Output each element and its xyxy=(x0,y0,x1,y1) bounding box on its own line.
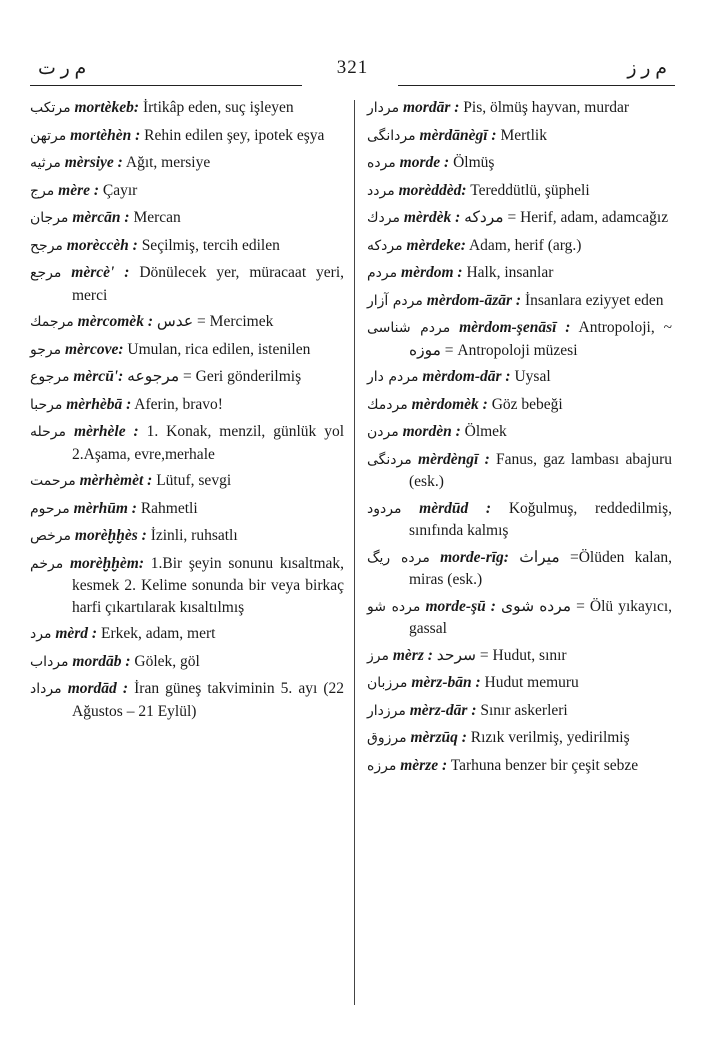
entry-definition: مرجوعه = Geri gönderilmiş xyxy=(127,368,302,385)
dictionary-entry xyxy=(30,623,344,646)
entry-headword: mèrdomèk : xyxy=(411,395,488,413)
entry-definition: Sınır askerleri xyxy=(480,701,568,719)
entry-headword: mèrdūd : xyxy=(419,499,492,517)
dictionary-entry xyxy=(367,317,672,361)
dictionary-entry xyxy=(367,596,672,640)
entry-headword: mordèn : xyxy=(402,423,461,440)
entry-arabic: مرده شو xyxy=(367,598,421,615)
entry-definition: Pis, ölmüş hayvan, murdar xyxy=(463,99,630,116)
entry-definition: Dönülecek yer, müracaat yeri, merci xyxy=(72,264,345,304)
entry-headword: mèrhèbā : xyxy=(66,395,132,413)
dictionary-entry xyxy=(367,645,672,668)
entry-arabic: مرتهن xyxy=(30,127,67,144)
entry-arabic: مرخص xyxy=(30,528,72,544)
entry-headword: mèrdānègī : xyxy=(419,126,497,144)
entry-definition: İzinli, ruhsatlı xyxy=(150,527,238,544)
entry-arabic: مرجو xyxy=(30,341,62,358)
entry-definition: Aferin, bravo! xyxy=(134,395,223,413)
entry-definition: ميراث =Ölüden kalan, miras (esk.) xyxy=(409,548,673,588)
dictionary-entry xyxy=(30,525,344,548)
dictionary-entry xyxy=(367,498,672,542)
entry-definition: Uysal xyxy=(514,368,551,385)
entry-definition: Umulan, rica edilen, istenilen xyxy=(127,340,311,358)
entry-headword: mèrdom-dār : xyxy=(422,368,511,385)
entry-headword: mortèkeb: xyxy=(74,99,140,116)
entry-headword: mèrhūm : xyxy=(73,499,137,517)
page-header xyxy=(30,55,675,89)
dictionary-entry xyxy=(367,207,672,230)
entry-arabic: مردود xyxy=(367,500,402,517)
entry-arabic: مرد xyxy=(30,626,52,642)
entry-arabic: مردن xyxy=(367,424,399,440)
entry-arabic: مرداد xyxy=(30,681,62,697)
entry-definition: Ağıt, mersiye xyxy=(125,154,211,171)
entry-arabic: مرزدار xyxy=(367,702,406,719)
entry-headword: morèccèh : xyxy=(66,236,138,254)
entry-headword: mèrz : xyxy=(392,646,433,664)
dictionary-entry xyxy=(30,651,344,674)
entry-headword: mèrdèngī : xyxy=(418,450,490,468)
dictionary-entry xyxy=(30,262,344,306)
entry-definition: Ölmüş xyxy=(453,154,495,171)
entry-arabic: مرز xyxy=(367,647,389,664)
entry-arabic: مرحوم xyxy=(30,500,70,517)
entry-headword: mordāb : xyxy=(72,652,131,670)
dictionary-entry xyxy=(367,180,672,203)
entry-arabic: مرزه xyxy=(367,757,397,774)
entry-definition: Çayır xyxy=(102,181,138,199)
dictionary-entry xyxy=(367,672,672,695)
dictionary-entry xyxy=(30,207,344,230)
entry-arabic: مردم شناسى xyxy=(367,320,451,336)
entry-definition: Mertlik xyxy=(500,126,547,144)
dictionary-entry xyxy=(367,755,672,778)
entry-headword: morde : xyxy=(399,154,450,171)
dictionary-entry xyxy=(30,470,344,493)
dictionary-entry xyxy=(367,125,672,148)
entry-arabic: مردانگى xyxy=(367,127,416,144)
dictionary-entry xyxy=(30,394,344,417)
entry-headword: mordād : xyxy=(67,680,129,697)
entry-headword: mordār : xyxy=(402,99,460,116)
entry-headword: mèrdom : xyxy=(401,264,463,281)
entry-definition: Rehin edilen şey, ipotek eşya xyxy=(144,126,325,144)
dictionary-entry xyxy=(30,180,344,203)
dictionary-entry xyxy=(367,366,672,389)
entry-arabic: مرجح xyxy=(30,237,63,254)
entry-definition: Göz bebeği xyxy=(491,395,563,413)
dictionary-entry xyxy=(367,394,672,417)
entry-arabic: مرحمت xyxy=(30,473,76,489)
entry-headword: morde-rīg: xyxy=(440,548,509,566)
dictionary-entry xyxy=(30,339,344,362)
entry-arabic: مرداب xyxy=(30,653,69,670)
entry-arabic: مرده xyxy=(367,155,396,171)
entry-arabic: مرحبا xyxy=(30,396,63,413)
dictionary-entry xyxy=(367,235,672,258)
entry-definition: Tarhuna benzer bir çeşit sebze xyxy=(450,756,639,774)
header-rule-right xyxy=(398,85,675,86)
dictionary-entry xyxy=(30,152,344,175)
entry-definition: Lütuf, sevgi xyxy=(156,472,232,489)
entry-headword: mèrcove: xyxy=(65,340,124,358)
entry-headword: mèrd : xyxy=(55,625,98,642)
entry-arabic: مرزبان xyxy=(367,675,408,691)
entry-definition: Adam, herif (arg.) xyxy=(468,236,582,254)
entry-definition: Rızık verilmiş, yedirilmiş xyxy=(470,729,630,746)
entry-definition: İrtikâp eden, suç işleyen xyxy=(142,99,294,116)
entry-definition: Seçilmiş, tercih edilen xyxy=(141,236,280,254)
entry-arabic: مرجع xyxy=(30,265,62,281)
dictionary-entry xyxy=(30,235,344,258)
entry-arabic: مرده ريگ xyxy=(367,549,430,566)
entry-definition: Rahmetli xyxy=(140,499,198,517)
entry-definition: 1.Bir şeyin sonunu kısaltmak, kesmek 2. Kelime sonunda bir veya birkaç harfi çıkartılarak kısaltılmış xyxy=(72,554,345,616)
entry-definition: Fanus, gaz lambası abajuru (esk.) xyxy=(409,450,672,490)
dictionary-entry xyxy=(30,421,344,465)
entry-headword: mèrcè' : xyxy=(71,264,130,281)
right-column xyxy=(367,97,672,782)
column-divider xyxy=(354,100,355,1005)
entry-headword: mèrz-bān : xyxy=(411,674,481,691)
entry-definition: 1. Konak, menzil, günlük yol 2.Aşama, evre,merhale xyxy=(72,423,345,463)
entry-arabic: مرتكب xyxy=(30,100,71,116)
header-rule-left xyxy=(30,85,302,86)
entry-arabic: مردم آزار xyxy=(367,292,423,309)
dictionary-entry xyxy=(30,498,344,521)
dictionary-entry xyxy=(367,449,672,493)
entry-headword: mèrcomèk : xyxy=(77,313,153,330)
entry-arabic: مردار xyxy=(367,100,400,116)
entry-arabic: مرخم xyxy=(30,555,64,572)
dictionary-entry xyxy=(30,678,344,722)
dictionary-entry xyxy=(367,262,672,285)
header-left-letters: م ر ت xyxy=(38,58,87,79)
entry-arabic: مردم xyxy=(367,265,398,281)
entry-headword: mèrdom-şenāsī : xyxy=(459,319,571,336)
entry-arabic: مرج xyxy=(30,182,55,199)
entry-headword: mèrdèk : xyxy=(403,209,461,226)
entry-headword: mèrdom-āzār : xyxy=(426,291,522,309)
dictionary-entry xyxy=(367,152,672,175)
entry-headword: mèrhèmèt : xyxy=(79,472,153,489)
entry-definition: Erkek, adam, mert xyxy=(100,625,216,642)
entry-arabic: مرجان xyxy=(30,210,69,226)
entry-headword: morèḫḫès : xyxy=(74,527,147,544)
entry-headword: morèddèd: xyxy=(398,181,467,199)
dictionary-entry xyxy=(367,290,672,313)
entry-arabic: مردم دار xyxy=(367,369,419,385)
entry-definition: İnsanlara eziyyet eden xyxy=(524,291,664,309)
entry-definition: İran güneş takviminin 5. ayı (22 Ağustos – 21 Eylül) xyxy=(72,680,345,720)
dictionary-entry xyxy=(367,700,672,723)
entry-headword: mèrzūq : xyxy=(410,729,467,746)
entry-arabic: مردنگى xyxy=(367,451,412,468)
entry-headword: mèrcū': xyxy=(73,368,124,385)
entry-headword: mèrze : xyxy=(400,756,448,774)
dictionary-entry xyxy=(367,97,672,120)
entry-headword: mèrz-dār : xyxy=(409,701,477,719)
entry-headword: mèrhèle : xyxy=(73,423,139,440)
dictionary-entry xyxy=(367,421,672,444)
entry-definition: Antropoloji, ~ موزه = Antropoloji müzesi xyxy=(409,319,672,359)
entry-definition: مرده شوى = Ölü yıkayıcı, gassal xyxy=(409,597,673,637)
dictionary-entry xyxy=(30,125,344,148)
entry-arabic: مرجوع xyxy=(30,369,70,385)
header-right-letters: م ر ز xyxy=(627,58,667,79)
entry-arabic: مردد xyxy=(367,182,395,199)
entry-definition: عدس = Mercimek xyxy=(156,313,274,330)
entry-arabic: مردك xyxy=(367,210,400,226)
entry-headword: mère : xyxy=(58,181,100,199)
entry-headword: mèrsiye : xyxy=(64,154,123,171)
dictionary-entry xyxy=(367,547,672,591)
entry-arabic: مرثيه xyxy=(30,155,61,171)
entry-definition: Ölmek xyxy=(464,423,507,440)
entry-headword: morèḫḫèm: xyxy=(69,554,144,572)
entry-arabic: مرجمك xyxy=(30,314,74,330)
entry-definition: Tereddütlü, şüpheli xyxy=(470,181,590,199)
entry-definition: Mercan xyxy=(133,209,181,226)
page-number: 321 xyxy=(336,57,369,78)
dictionary-entry xyxy=(30,366,344,389)
entry-definition: Hudut memuru xyxy=(484,674,579,691)
entry-arabic: مرحله xyxy=(30,424,67,440)
entry-definition: Gölek, göl xyxy=(134,652,200,670)
dictionary-entry xyxy=(30,311,344,334)
entry-headword: mèrcān : xyxy=(72,209,130,226)
entry-arabic: مرزوق xyxy=(367,730,407,746)
entry-arabic: مردمك xyxy=(367,396,408,413)
left-column xyxy=(30,97,344,727)
dictionary-entry xyxy=(367,727,672,750)
entry-arabic: مردكه xyxy=(367,237,403,254)
entry-definition: Halk, insanlar xyxy=(466,264,554,281)
entry-headword: morde-şū : xyxy=(425,597,496,615)
dictionary-entry xyxy=(30,97,344,120)
entry-definition: سرحد = Hudut, sınır xyxy=(436,646,567,664)
entry-definition: Koğulmuş, reddedilmiş, sınıfında kalmış xyxy=(409,499,673,539)
entry-headword: mortèhèn : xyxy=(70,126,141,144)
entry-headword: mèrdeke: xyxy=(406,236,466,254)
dictionary-entry xyxy=(30,553,344,619)
entry-definition: مردكه = Herif, adam, adamcağız xyxy=(464,209,669,226)
